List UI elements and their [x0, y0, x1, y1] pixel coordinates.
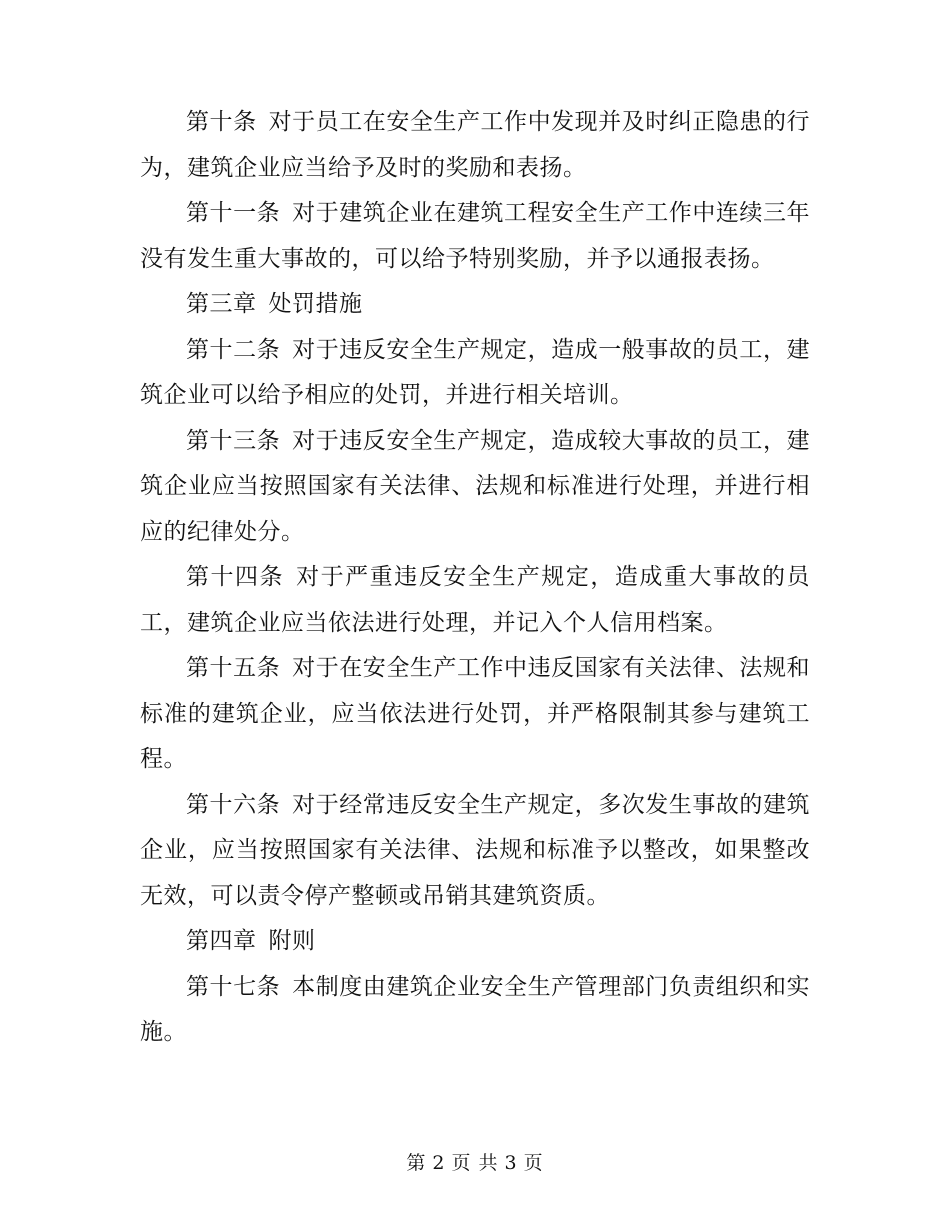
article-text: 对于违反安全生产规定，造成较大事故的员工，建筑企业应当按照国家有关法律、法规和标准进行处理，并进行相应的纪律处分。 [140, 427, 811, 545]
article-label: 第十条 [186, 109, 257, 135]
article-text: 对于在安全生产工作中违反国家有关法律、法规和标准的建筑企业，应当依法进行处罚，并严格限制其参与建筑工程。 [140, 655, 811, 772]
article-text: 本制度由建筑企业安全生产管理部门负责组织和实施。 [140, 973, 811, 1045]
article-label: 第十一条 [186, 200, 281, 226]
article-text: 对于员工在安全生产工作中发现并及时纠正隐患的行为，建筑企业应当给予及时的奖励和表扬。 [140, 109, 811, 181]
article-label: 第十二条 [186, 336, 281, 363]
article-label: 第十六条 [186, 791, 281, 818]
footer-prefix: 第 [406, 1152, 427, 1174]
article-label: 第十七条 [186, 973, 281, 1000]
article-15 [140, 646, 810, 783]
total-page-count: 3 [504, 1152, 518, 1174]
article-11 [140, 191, 810, 282]
article-text: 对于严重违反安全生产规定，造成重大事故的员工，建筑企业应当依法进行处理，并记入个人信用档案。 [140, 564, 811, 636]
article-label: 第十三条 [186, 427, 281, 454]
article-text: 对于建筑企业在建筑工程安全生产工作中连续三年没有发生重大事故的，可以给予特别奖励，并予以通报表扬。 [140, 200, 811, 272]
footer-suffix: 页 [523, 1152, 544, 1174]
article-16 [140, 783, 810, 920]
article-text: 对于经常违反安全生产规定，多次发生事故的建筑企业，应当按照国家有关法律、法规和标准予以整改，如果整改无效，可以责令停产整顿或吊销其建筑资质。 [140, 791, 811, 909]
article-label: 第十五条 [186, 655, 281, 681]
document-body [140, 100, 810, 1056]
chapter-title: 附则 [268, 928, 316, 954]
article-text: 对于违反安全生产规定，造成一般事故的员工，建筑企业可以给予相应的处罚，并进行相关培训。 [140, 336, 811, 408]
article-14 [140, 555, 810, 646]
chapter-label: 第四章 [186, 928, 257, 954]
chapter-4-heading [140, 919, 810, 965]
chapter-label: 第三章 [186, 291, 257, 317]
footer-middle: 页 共 [451, 1152, 499, 1174]
current-page-number: 2 [432, 1152, 446, 1174]
article-label: 第十四条 [186, 564, 285, 590]
chapter-3-heading [140, 282, 810, 328]
page-number-footer [0, 1148, 950, 1175]
article-17 [140, 965, 810, 1056]
chapter-title: 处罚措施 [268, 291, 363, 317]
article-12 [140, 328, 810, 419]
article-10 [140, 100, 810, 191]
article-13 [140, 419, 810, 556]
